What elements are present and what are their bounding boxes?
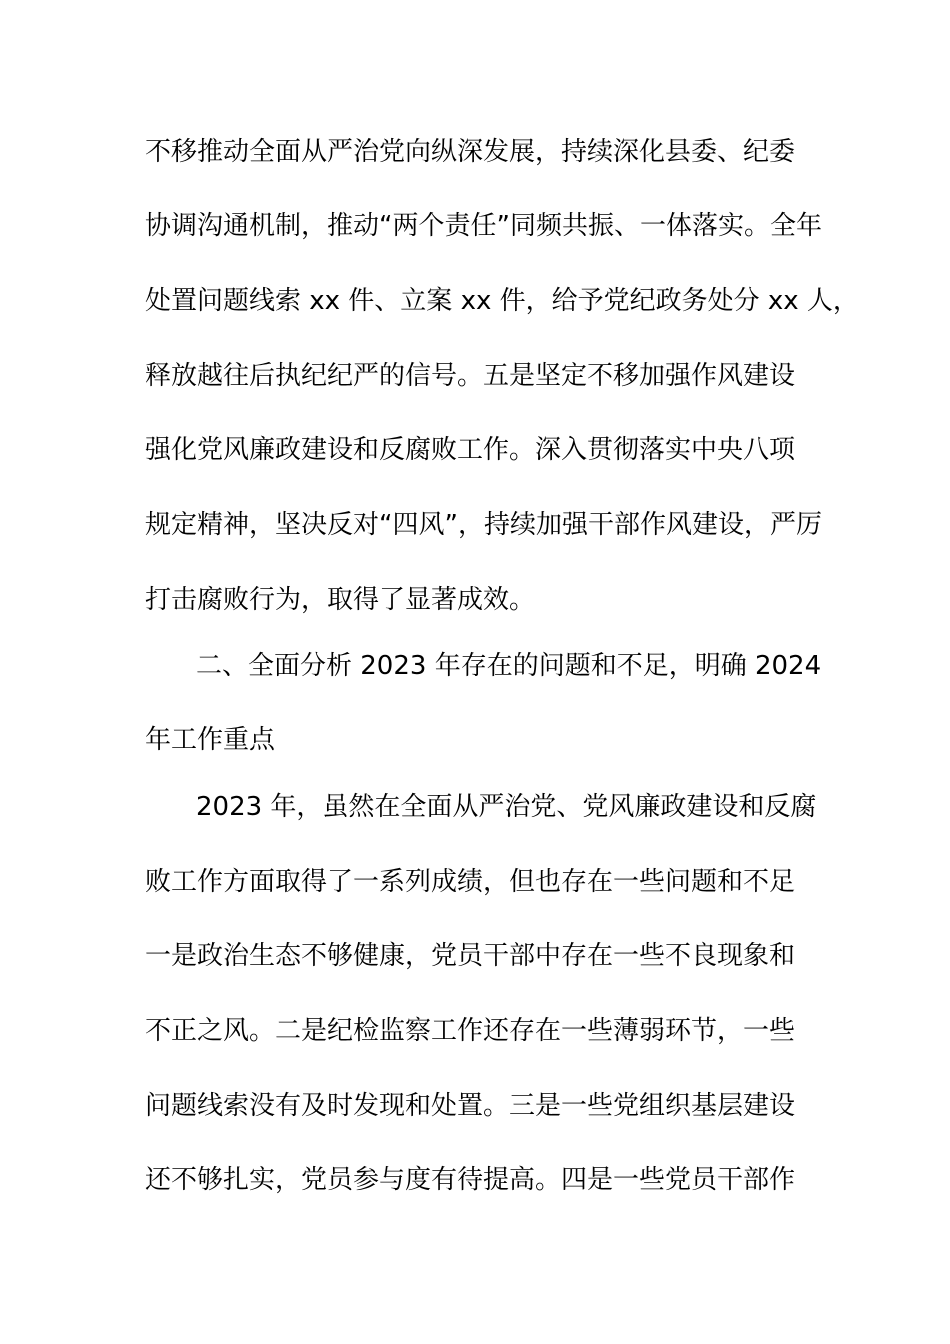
body-text-line: 强化党风廉政建设和反腐败工作。深入贯彻落实中央八项 bbox=[145, 435, 796, 465]
body-text-line: 问题线索没有及时发现和处置。三是一些党组织基层建设 bbox=[145, 1091, 796, 1121]
body-text-line: 处置问题线索 xx 件、立案 xx 件，给予党纪政务处分 xx 人， bbox=[145, 286, 859, 316]
body-text-line: 一是政治生态不够健康，党员干部中存在一些不良现象和 bbox=[145, 941, 796, 971]
body-text-line: 败工作方面取得了一系列成绩，但也存在一些问题和不足 bbox=[145, 867, 796, 897]
section-heading-line: 年工作重点 bbox=[145, 725, 276, 755]
body-text-line: 释放越往后执纪纪严的信号。五是坚定不移加强作风建设 bbox=[145, 361, 796, 391]
body-text-line: 不正之风。二是纪检监察工作还存在一些薄弱环节，一些 bbox=[145, 1016, 796, 1046]
body-text-line: 2023 年，虽然在全面从严治党、党风廉政建设和反腐 bbox=[196, 792, 817, 822]
body-text-line: 不移推动全面从严治党向纵深发展，持续深化县委、纪委 bbox=[145, 137, 796, 167]
body-text-line: 协调沟通机制，推动“两个责任”同频共振、一体落实。全年 bbox=[145, 211, 822, 241]
body-text-line: 打击腐败行为，取得了显著成效。 bbox=[145, 585, 536, 615]
body-text-line: 规定精神，坚决反对“四风”，持续加强干部作风建设，严厉 bbox=[145, 510, 822, 540]
section-heading-line: 二、全面分析 2023 年存在的问题和不足，明确 2024 bbox=[196, 651, 822, 681]
body-text-line: 还不够扎实，党员参与度有待提高。四是一些党员干部作 bbox=[145, 1165, 796, 1195]
